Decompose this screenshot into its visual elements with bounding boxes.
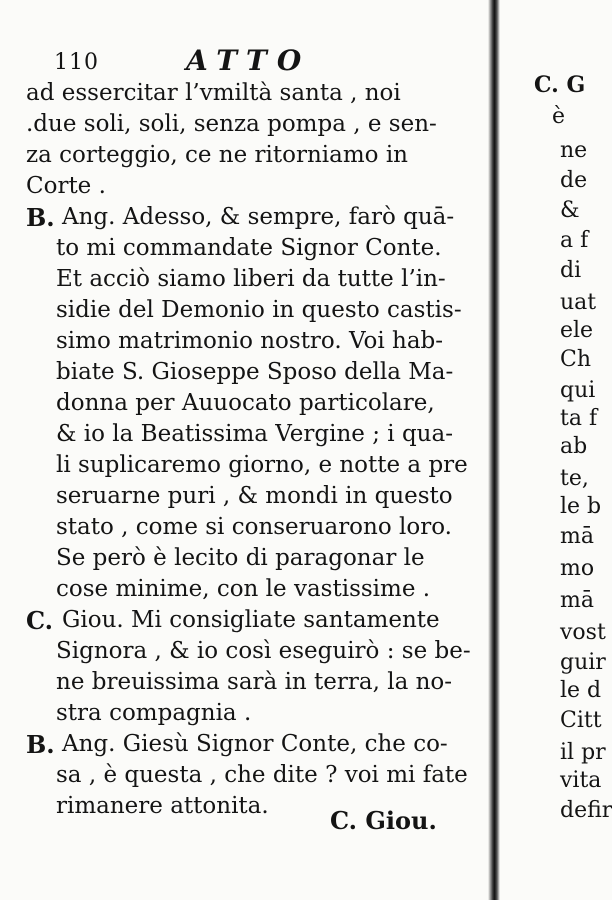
line-text: ad essercitar l’vmiltà santa , noi xyxy=(26,80,401,106)
right-page-line: a f xyxy=(560,228,589,253)
speaker-initial: C. xyxy=(26,606,54,635)
line-text: biate S. Gioseppe Sposo della Ma- xyxy=(56,359,454,385)
line-text: sa , è questa , che dite ? voi mi fate xyxy=(56,762,468,788)
text-line xyxy=(26,760,476,791)
right-page-line: è xyxy=(552,104,566,129)
line-text: stra compagnia . xyxy=(56,700,252,726)
right-page-line: mā xyxy=(560,588,594,613)
line-text: stato , come si conseruarono loro. xyxy=(56,514,452,540)
line-text: rimanere attonita. xyxy=(56,793,269,819)
right-page-fragment xyxy=(500,0,612,900)
right-page-line: ab xyxy=(560,434,588,459)
right-page-line: di xyxy=(560,258,582,283)
text-line xyxy=(26,481,476,512)
line-text: seruarne puri , & mondi in questo xyxy=(56,483,453,509)
catchword: C. Giou. xyxy=(330,806,437,835)
text-line xyxy=(26,667,476,698)
right-page-line: Citt xyxy=(560,708,602,733)
right-page-line: te, xyxy=(560,466,589,491)
right-page-line: qui xyxy=(560,378,596,403)
right-page-line: ta f xyxy=(560,406,598,431)
text-line xyxy=(26,543,476,574)
text-line xyxy=(26,140,476,171)
line-text: Ang. Giesù Signor Conte, che co- xyxy=(62,731,448,757)
line-text: Se però è lecito di paragonar le xyxy=(56,545,425,571)
text-line xyxy=(26,636,476,667)
line-text: Corte . xyxy=(26,173,106,199)
right-page-line: uat xyxy=(560,290,597,315)
right-page-line: de xyxy=(560,168,588,193)
text-line xyxy=(26,388,476,419)
page-number: 110 xyxy=(54,50,99,75)
right-page-line: vost xyxy=(560,620,606,645)
right-page-line: le d xyxy=(560,678,602,703)
right-page-line: ne xyxy=(560,138,588,163)
line-text: Ang. Adesso, & sempre, farò quā- xyxy=(62,204,455,230)
text-line xyxy=(26,419,476,450)
line-text: Giou. Mi consigliate santamente xyxy=(62,607,440,633)
right-page-line: mā xyxy=(560,524,594,549)
text-line xyxy=(26,512,476,543)
text-line xyxy=(26,264,476,295)
right-page-line: C. G xyxy=(534,72,586,98)
right-page-line: vita xyxy=(560,768,602,793)
line-text: & io la Beatissima Vergine ; i qua- xyxy=(56,421,453,447)
speaker-initial: B. xyxy=(26,203,55,232)
line-text: Et acciò siamo liberi da tutte l’in- xyxy=(56,266,446,292)
text-line xyxy=(26,295,476,326)
text-line xyxy=(26,171,476,202)
text-line xyxy=(26,202,476,233)
line-text: .due soli, soli, senza pompa , e sen- xyxy=(26,111,437,137)
running-head: ATTO xyxy=(186,44,312,77)
line-text: ne breuissima sarà in terra, la no- xyxy=(56,669,453,695)
text-line xyxy=(26,729,476,760)
text-line xyxy=(26,450,476,481)
dialogue-text xyxy=(26,78,476,822)
text-line xyxy=(26,78,476,109)
text-line xyxy=(26,574,476,605)
text-line xyxy=(26,698,476,729)
right-page-line: Ch xyxy=(560,347,592,372)
text-line xyxy=(26,326,476,357)
line-text: to mi commandate Signor Conte. xyxy=(56,235,442,261)
text-line xyxy=(26,109,476,140)
line-text: simo matrimonio nostro. Voi hab- xyxy=(56,328,444,354)
right-page-line: mo xyxy=(560,556,595,581)
right-page-line: il pr xyxy=(560,740,606,765)
line-text: cose minime, con le vastissime . xyxy=(56,576,431,602)
line-text: li suplicaremo giorno, e notte a pre xyxy=(56,452,468,478)
line-text: Signora , & io così eseguirò : se be- xyxy=(56,638,471,664)
book-gutter xyxy=(488,0,500,900)
right-page-line: ele xyxy=(560,318,594,343)
right-page-line: & xyxy=(560,198,580,223)
line-text: donna per Auuocato particolare, xyxy=(56,390,435,416)
text-line xyxy=(26,357,476,388)
text-line xyxy=(26,605,476,636)
speaker-initial: B. xyxy=(26,730,55,759)
right-page-line: defir xyxy=(560,798,612,823)
text-line xyxy=(26,233,476,264)
right-page-line: le b xyxy=(560,494,602,519)
line-text: za corteggio, ce ne ritorniamo in xyxy=(26,142,408,168)
line-text: sidie del Demonio in questo castis- xyxy=(56,297,462,323)
right-page-line: guir xyxy=(560,650,606,675)
